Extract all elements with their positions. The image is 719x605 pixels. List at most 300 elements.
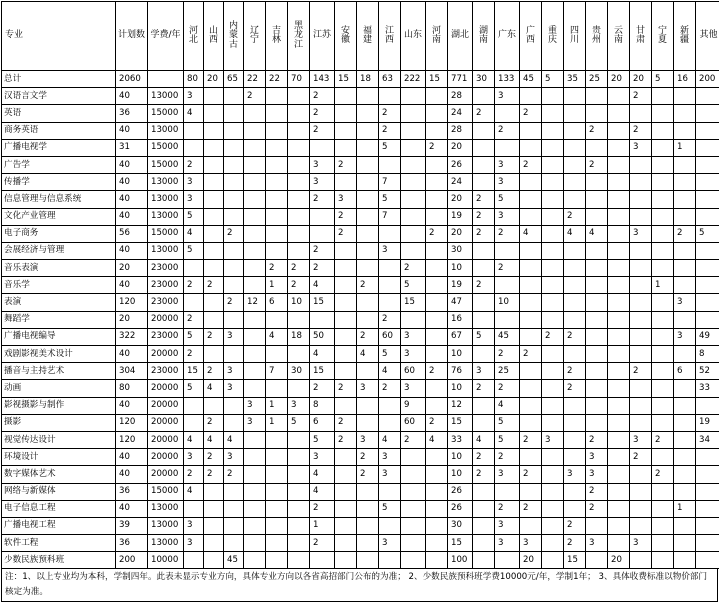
data-cell: [564, 483, 586, 500]
data-cell: 2: [495, 260, 520, 277]
data-cell: [652, 346, 674, 363]
data-cell: [586, 139, 608, 156]
data-cell: 771: [448, 71, 473, 88]
data-cell: 2: [473, 225, 495, 242]
data-cell: 2: [542, 328, 564, 345]
data-cell: [473, 294, 495, 311]
data-cell: 5: [184, 328, 204, 345]
data-cell: [652, 328, 674, 345]
data-cell: 2: [310, 105, 335, 122]
data-cell: 20: [448, 139, 473, 156]
data-cell: [473, 483, 495, 500]
data-cell: [379, 156, 401, 173]
data-cell: 15000: [148, 139, 184, 156]
data-cell: 13000: [148, 500, 184, 517]
data-cell: [520, 260, 542, 277]
column-header-region: 云南: [608, 2, 630, 71]
column-header-region: 广东: [495, 2, 520, 71]
data-cell: 2: [357, 277, 379, 294]
data-cell: [630, 174, 652, 191]
data-cell: [224, 139, 244, 156]
column-header-region: 湖北: [448, 2, 473, 71]
data-cell: [357, 363, 379, 380]
data-cell: 3: [224, 363, 244, 380]
data-cell: 5: [184, 208, 204, 225]
data-cell: 2: [357, 449, 379, 466]
data-cell: 13000: [148, 174, 184, 191]
major-name-cell: 广播电视工程: [2, 517, 116, 534]
major-name-cell: 动画: [2, 380, 116, 397]
data-cell: 35: [564, 71, 586, 88]
data-cell: [696, 122, 719, 139]
data-cell: [564, 191, 586, 208]
data-cell: [426, 174, 448, 191]
data-cell: [244, 535, 266, 552]
data-cell: 40: [116, 88, 148, 105]
table-row: [2, 191, 719, 208]
data-cell: [674, 431, 696, 448]
data-cell: [586, 191, 608, 208]
data-cell: [244, 277, 266, 294]
data-cell: [426, 380, 448, 397]
footnote: 注：1、以上专业均为本科，学制四年。此表未显示专业方向，具体专业方向以各省高招部门公布的为准； 2、少数民族预科班学费10000元/年，学制1年； 3、具体收费标准以物价部门核定为准。: [1, 569, 718, 602]
data-cell: [357, 500, 379, 517]
major-name-cell: 环境设计: [2, 449, 116, 466]
data-cell: [224, 122, 244, 139]
data-cell: [204, 346, 224, 363]
data-cell: 3: [586, 449, 608, 466]
major-name-cell: 网络与新媒体: [2, 483, 116, 500]
data-cell: [401, 500, 426, 517]
data-cell: [630, 156, 652, 173]
column-header-major: 专业: [2, 2, 116, 71]
data-cell: 19: [448, 277, 473, 294]
data-cell: [426, 517, 448, 534]
data-cell: 3: [184, 88, 204, 105]
data-cell: [288, 517, 310, 534]
data-cell: [696, 208, 719, 225]
table-row: [2, 122, 719, 139]
column-header-region: 安徽: [335, 2, 357, 71]
data-cell: 3: [495, 208, 520, 225]
data-cell: 4: [310, 346, 335, 363]
data-cell: 67: [448, 328, 473, 345]
data-cell: [288, 483, 310, 500]
data-cell: 1: [266, 397, 288, 414]
data-cell: 2: [335, 414, 357, 431]
data-cell: 1: [266, 277, 288, 294]
data-cell: 2: [310, 535, 335, 552]
data-cell: 30: [473, 71, 495, 88]
data-cell: 20: [116, 311, 148, 328]
data-cell: [288, 174, 310, 191]
data-cell: [204, 397, 224, 414]
data-cell: 13000: [148, 122, 184, 139]
data-cell: [564, 346, 586, 363]
data-cell: [335, 466, 357, 483]
data-cell: 133: [495, 71, 520, 88]
data-cell: [224, 156, 244, 173]
data-cell: [473, 397, 495, 414]
data-cell: 15: [426, 71, 448, 88]
data-cell: 2: [288, 277, 310, 294]
data-cell: 3: [184, 517, 204, 534]
data-cell: [426, 466, 448, 483]
data-cell: [204, 517, 224, 534]
major-name-cell: 会展经济与管理: [2, 242, 116, 259]
data-cell: [630, 328, 652, 345]
data-cell: [652, 208, 674, 225]
data-cell: [520, 363, 542, 380]
data-cell: 3: [495, 466, 520, 483]
data-cell: [357, 122, 379, 139]
data-cell: 34: [696, 431, 719, 448]
data-cell: [379, 88, 401, 105]
major-name-cell: 电子信息工程: [2, 500, 116, 517]
data-cell: [244, 208, 266, 225]
column-header-region: 吉林: [266, 2, 288, 71]
data-cell: 3: [495, 174, 520, 191]
table-row: [2, 552, 719, 569]
data-cell: [426, 397, 448, 414]
data-cell: 2: [204, 277, 224, 294]
data-cell: [426, 191, 448, 208]
data-cell: 18: [357, 71, 379, 88]
data-cell: [288, 449, 310, 466]
data-cell: 3: [542, 431, 564, 448]
data-cell: [674, 191, 696, 208]
data-cell: 10: [288, 294, 310, 311]
data-cell: [652, 500, 674, 517]
data-cell: 23000: [148, 363, 184, 380]
total-row: [2, 71, 719, 88]
data-cell: 2: [473, 277, 495, 294]
data-cell: [564, 414, 586, 431]
data-cell: 3: [401, 346, 426, 363]
column-header-plan-count: 计划数: [116, 2, 148, 71]
data-cell: 2: [520, 500, 542, 517]
data-cell: 52: [696, 363, 719, 380]
data-cell: 2: [288, 260, 310, 277]
data-cell: 2: [204, 466, 224, 483]
data-cell: [608, 346, 630, 363]
data-cell: 80: [116, 380, 148, 397]
data-cell: 20: [630, 71, 652, 88]
data-cell: 2: [586, 431, 608, 448]
data-cell: [564, 449, 586, 466]
data-cell: [266, 500, 288, 517]
data-cell: 2: [335, 208, 357, 225]
table-row: [2, 208, 719, 225]
data-cell: 23000: [148, 277, 184, 294]
data-cell: 1: [266, 414, 288, 431]
data-cell: 2: [204, 449, 224, 466]
data-cell: 3: [184, 174, 204, 191]
data-cell: [608, 242, 630, 259]
data-cell: 2: [357, 466, 379, 483]
data-cell: 4: [520, 225, 542, 242]
data-cell: [542, 191, 564, 208]
data-cell: [266, 225, 288, 242]
data-cell: [495, 311, 520, 328]
data-cell: [426, 88, 448, 105]
table-row: [2, 517, 719, 534]
data-cell: [674, 517, 696, 534]
data-cell: 3: [401, 380, 426, 397]
data-cell: 56: [116, 225, 148, 242]
data-cell: [335, 483, 357, 500]
data-cell: 13000: [148, 535, 184, 552]
header-row: [2, 2, 719, 71]
data-cell: [564, 311, 586, 328]
data-cell: [652, 191, 674, 208]
data-cell: [696, 260, 719, 277]
data-cell: [608, 174, 630, 191]
data-cell: [696, 466, 719, 483]
data-cell: 40: [116, 174, 148, 191]
data-cell: 2: [310, 380, 335, 397]
data-cell: [426, 346, 448, 363]
data-cell: 2: [473, 208, 495, 225]
data-cell: [564, 277, 586, 294]
data-cell: [357, 397, 379, 414]
data-cell: [288, 156, 310, 173]
data-cell: [495, 552, 520, 569]
data-cell: [357, 552, 379, 569]
data-cell: [266, 535, 288, 552]
data-cell: [204, 242, 224, 259]
data-cell: [674, 105, 696, 122]
data-cell: [674, 397, 696, 414]
data-cell: [204, 208, 224, 225]
data-cell: [357, 174, 379, 191]
data-cell: 2: [335, 431, 357, 448]
data-cell: [586, 311, 608, 328]
data-cell: [244, 105, 266, 122]
data-cell: 2: [564, 380, 586, 397]
data-cell: 15: [184, 363, 204, 380]
data-cell: [586, 260, 608, 277]
data-cell: 3: [310, 156, 335, 173]
major-name-cell: 总计: [2, 71, 116, 88]
data-cell: 2: [630, 122, 652, 139]
data-cell: 2: [426, 225, 448, 242]
data-cell: [401, 174, 426, 191]
data-cell: [542, 535, 564, 552]
data-cell: [652, 449, 674, 466]
data-cell: 2: [495, 500, 520, 517]
data-cell: [148, 71, 184, 88]
data-cell: [652, 363, 674, 380]
data-cell: 20: [204, 71, 224, 88]
data-cell: 2: [310, 500, 335, 517]
data-cell: 2: [630, 449, 652, 466]
data-cell: [204, 500, 224, 517]
data-cell: [696, 294, 719, 311]
table-row: [2, 363, 719, 380]
table-row: [2, 225, 719, 242]
data-cell: [426, 260, 448, 277]
data-cell: [520, 414, 542, 431]
data-cell: 2: [630, 88, 652, 105]
column-header-region: 江西: [379, 2, 401, 71]
data-cell: 2: [473, 105, 495, 122]
data-cell: [674, 122, 696, 139]
data-cell: [495, 277, 520, 294]
data-cell: 30: [448, 517, 473, 534]
data-cell: [357, 483, 379, 500]
data-cell: [564, 139, 586, 156]
data-cell: [608, 328, 630, 345]
data-cell: 2: [224, 466, 244, 483]
data-cell: 20000: [148, 397, 184, 414]
data-cell: 2: [426, 363, 448, 380]
data-cell: 15000: [148, 483, 184, 500]
major-name-cell: 广告学: [2, 156, 116, 173]
data-cell: [288, 139, 310, 156]
data-cell: [266, 431, 288, 448]
data-cell: [586, 208, 608, 225]
data-cell: [204, 294, 224, 311]
data-cell: [426, 242, 448, 259]
data-cell: 15: [448, 535, 473, 552]
data-cell: 4: [426, 431, 448, 448]
data-cell: 3: [379, 535, 401, 552]
data-cell: [630, 191, 652, 208]
data-cell: 7: [379, 174, 401, 191]
data-cell: [608, 466, 630, 483]
data-cell: [224, 88, 244, 105]
data-cell: 4: [184, 431, 204, 448]
data-cell: [630, 414, 652, 431]
data-cell: 49: [696, 328, 719, 345]
data-cell: [542, 397, 564, 414]
data-cell: [244, 363, 266, 380]
data-cell: [401, 122, 426, 139]
data-cell: 4: [586, 225, 608, 242]
data-cell: 3: [379, 466, 401, 483]
data-cell: [564, 397, 586, 414]
data-cell: 2: [224, 294, 244, 311]
data-cell: [184, 122, 204, 139]
data-cell: [288, 535, 310, 552]
data-cell: [608, 191, 630, 208]
data-cell: [542, 242, 564, 259]
data-cell: [652, 414, 674, 431]
data-cell: 4: [379, 431, 401, 448]
data-cell: [335, 174, 357, 191]
data-cell: 4: [204, 380, 224, 397]
data-cell: [244, 191, 266, 208]
data-cell: 15000: [148, 156, 184, 173]
data-cell: 23000: [148, 328, 184, 345]
data-cell: [335, 535, 357, 552]
data-cell: [426, 500, 448, 517]
data-cell: 2: [495, 346, 520, 363]
data-cell: [520, 174, 542, 191]
data-cell: 10: [495, 294, 520, 311]
data-cell: [266, 88, 288, 105]
data-cell: [608, 294, 630, 311]
data-cell: [520, 397, 542, 414]
data-cell: [204, 139, 224, 156]
data-cell: 2: [401, 431, 426, 448]
data-cell: [608, 311, 630, 328]
data-cell: [204, 225, 224, 242]
major-name-cell: 商务英语: [2, 122, 116, 139]
data-cell: [244, 174, 266, 191]
data-cell: 120: [116, 414, 148, 431]
data-cell: [520, 191, 542, 208]
data-cell: 5: [495, 414, 520, 431]
data-cell: [608, 139, 630, 156]
data-cell: [542, 294, 564, 311]
data-cell: 70: [288, 71, 310, 88]
data-cell: [696, 277, 719, 294]
data-cell: [335, 328, 357, 345]
data-cell: [652, 174, 674, 191]
major-name-cell: 视觉传达设计: [2, 431, 116, 448]
data-cell: 7: [266, 363, 288, 380]
data-cell: 60: [401, 363, 426, 380]
data-cell: 4: [266, 328, 288, 345]
data-cell: 2: [184, 346, 204, 363]
major-name-cell: 广播电视编导: [2, 328, 116, 345]
data-cell: [586, 414, 608, 431]
data-cell: [630, 208, 652, 225]
data-cell: 200: [116, 552, 148, 569]
data-cell: [426, 105, 448, 122]
data-cell: 4: [184, 225, 204, 242]
data-cell: 40: [116, 397, 148, 414]
data-cell: 15: [564, 552, 586, 569]
data-cell: [379, 552, 401, 569]
data-cell: 45: [520, 71, 542, 88]
data-cell: [586, 346, 608, 363]
column-header-region: 山东: [401, 2, 426, 71]
data-cell: 2: [652, 431, 674, 448]
data-cell: [630, 380, 652, 397]
data-cell: [542, 552, 564, 569]
data-cell: [564, 260, 586, 277]
data-cell: 2: [426, 139, 448, 156]
major-name-cell: 汉语言文学: [2, 88, 116, 105]
data-cell: 76: [448, 363, 473, 380]
data-cell: [696, 517, 719, 534]
data-cell: 10000: [148, 552, 184, 569]
data-cell: [542, 517, 564, 534]
data-cell: 24: [448, 174, 473, 191]
data-cell: 3: [495, 535, 520, 552]
data-cell: 13000: [148, 191, 184, 208]
data-cell: 20000: [148, 414, 184, 431]
data-cell: [204, 535, 224, 552]
data-cell: [310, 311, 335, 328]
data-cell: 50: [310, 328, 335, 345]
data-cell: 3: [674, 294, 696, 311]
data-cell: 2: [426, 414, 448, 431]
data-cell: [586, 105, 608, 122]
data-cell: [542, 466, 564, 483]
column-header-region: 江苏: [310, 2, 335, 71]
data-cell: 20000: [148, 346, 184, 363]
data-cell: [586, 277, 608, 294]
data-cell: 10: [448, 260, 473, 277]
data-cell: [520, 88, 542, 105]
data-cell: [426, 483, 448, 500]
major-name-cell: 广播电视学: [2, 139, 116, 156]
data-cell: 2: [652, 466, 674, 483]
